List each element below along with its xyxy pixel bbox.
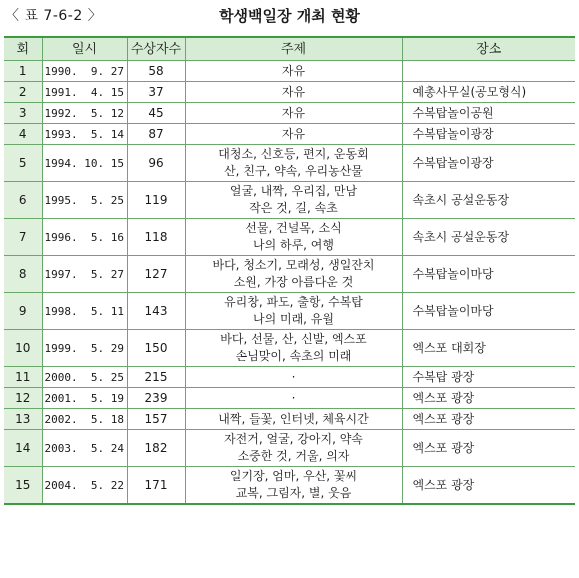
table-row: [4, 219, 575, 256]
table-row: [4, 367, 575, 388]
header-row: [4, 37, 575, 61]
column-header: 수상자수: [127, 37, 185, 61]
cell-winner-count: 239: [127, 388, 185, 409]
cell-round-number: 3: [4, 103, 42, 124]
cell-round-number: 6: [4, 182, 42, 219]
table-body: [4, 61, 575, 505]
cell-venue: 엑스포 광장: [402, 388, 575, 409]
cell-theme: 자전거, 얼굴, 강아지, 약속 소중한 것, 거울, 의자: [185, 430, 402, 467]
cell-round-number: 13: [4, 409, 42, 430]
cell-round-number: 9: [4, 293, 42, 330]
table-row: [4, 124, 575, 145]
cell-winner-count: 215: [127, 367, 185, 388]
cell-round-number: 7: [4, 219, 42, 256]
cell-theme: 일기장, 엄마, 우산, 꽃씨 교복, 그림자, 별, 웃음: [185, 467, 402, 505]
cell-theme: 자유: [185, 103, 402, 124]
cell-winner-count: 87: [127, 124, 185, 145]
table-row: [4, 256, 575, 293]
cell-venue: [402, 61, 575, 82]
cell-winner-count: 171: [127, 467, 185, 505]
cell-venue: 엑스포 광장: [402, 467, 575, 505]
cell-round-number: 4: [4, 124, 42, 145]
cell-date: 1992. 5. 12: [42, 103, 127, 124]
cell-theme: 바다, 선물, 산, 신발, 엑스포 손님맞이, 속초의 미래: [185, 330, 402, 367]
table-title: 학생백일장 개최 현황: [219, 7, 360, 25]
column-header: 장소: [402, 37, 575, 61]
cell-date: 2002. 5. 18: [42, 409, 127, 430]
cell-theme: 자유: [185, 82, 402, 103]
table-row: [4, 430, 575, 467]
cell-venue: 수복탑놀이마당: [402, 256, 575, 293]
cell-winner-count: 182: [127, 430, 185, 467]
cell-date: 1993. 5. 14: [42, 124, 127, 145]
column-header: 회: [4, 37, 42, 61]
cell-date: 1995. 5. 25: [42, 182, 127, 219]
table-row: [4, 388, 575, 409]
cell-round-number: 1: [4, 61, 42, 82]
cell-theme: 자유: [185, 124, 402, 145]
cell-winner-count: 45: [127, 103, 185, 124]
cell-venue: 수복탑놀이광장: [402, 145, 575, 182]
cell-date: 2003. 5. 24: [42, 430, 127, 467]
cell-date: 2004. 5. 22: [42, 467, 127, 505]
cell-date: 1994. 10. 15: [42, 145, 127, 182]
cell-venue: 예총사무실(공모형식): [402, 82, 575, 103]
cell-winner-count: 157: [127, 409, 185, 430]
cell-theme: 대청소, 신호등, 편지, 운동회 산, 친구, 약속, 우리농산물: [185, 145, 402, 182]
cell-round-number: 12: [4, 388, 42, 409]
cell-round-number: 14: [4, 430, 42, 467]
cell-theme: 얼굴, 내짝, 우리집, 만남 작은 것, 길, 속초: [185, 182, 402, 219]
table-row: [4, 182, 575, 219]
cell-round-number: 11: [4, 367, 42, 388]
cell-venue: 속초시 공설운동장: [402, 182, 575, 219]
cell-round-number: 10: [4, 330, 42, 367]
table-row: [4, 409, 575, 430]
cell-date: 1991. 4. 15: [42, 82, 127, 103]
table-row: [4, 61, 575, 82]
cell-winner-count: 58: [127, 61, 185, 82]
cell-round-number: 5: [4, 145, 42, 182]
cell-theme: 유리창, 파도, 출항, 수복탑 나의 미래, 유월: [185, 293, 402, 330]
cell-venue: 수복탑놀이공원: [402, 103, 575, 124]
cell-date: 1998. 5. 11: [42, 293, 127, 330]
table-row: [4, 467, 575, 505]
cell-winner-count: 118: [127, 219, 185, 256]
cell-winner-count: 143: [127, 293, 185, 330]
cell-winner-count: 127: [127, 256, 185, 293]
cell-theme: 바다, 청소기, 모래성, 생일잔치 소원, 가장 아름다운 것: [185, 256, 402, 293]
cell-date: 2001. 5. 19: [42, 388, 127, 409]
cell-venue: 수복탑놀이광장: [402, 124, 575, 145]
cell-date: 2000. 5. 25: [42, 367, 127, 388]
cell-date: 1990. 9. 27: [42, 61, 127, 82]
cell-winner-count: 37: [127, 82, 185, 103]
cell-theme: 선물, 건널목, 소식 나의 하루, 여행: [185, 219, 402, 256]
table-row: [4, 293, 575, 330]
cell-theme: ·: [185, 367, 402, 388]
table-caption: 〈 표 7-6-2 〉: [5, 8, 103, 24]
cell-winner-count: 150: [127, 330, 185, 367]
table-row: [4, 82, 575, 103]
column-header: 일시: [42, 37, 127, 61]
cell-round-number: 8: [4, 256, 42, 293]
column-header: 주제: [185, 37, 402, 61]
cell-venue: 엑스포 대회장: [402, 330, 575, 367]
cell-winner-count: 96: [127, 145, 185, 182]
contest-table: [4, 36, 575, 505]
table-row: [4, 103, 575, 124]
cell-venue: 엑스포 광장: [402, 409, 575, 430]
cell-date: 1996. 5. 16: [42, 219, 127, 256]
table-row: [4, 330, 575, 367]
cell-round-number: 15: [4, 467, 42, 505]
cell-venue: 엑스포 광장: [402, 430, 575, 467]
cell-theme: 내짝, 들꽃, 인터넷, 체육시간: [185, 409, 402, 430]
cell-round-number: 2: [4, 82, 42, 103]
cell-date: 1997. 5. 27: [42, 256, 127, 293]
cell-venue: 속초시 공설운동장: [402, 219, 575, 256]
cell-date: 1999. 5. 29: [42, 330, 127, 367]
cell-venue: 수복탑놀이마당: [402, 293, 575, 330]
cell-theme: 자유: [185, 61, 402, 82]
cell-venue: 수복탑 광장: [402, 367, 575, 388]
table-row: [4, 145, 575, 182]
cell-winner-count: 119: [127, 182, 185, 219]
cell-theme: ·: [185, 388, 402, 409]
